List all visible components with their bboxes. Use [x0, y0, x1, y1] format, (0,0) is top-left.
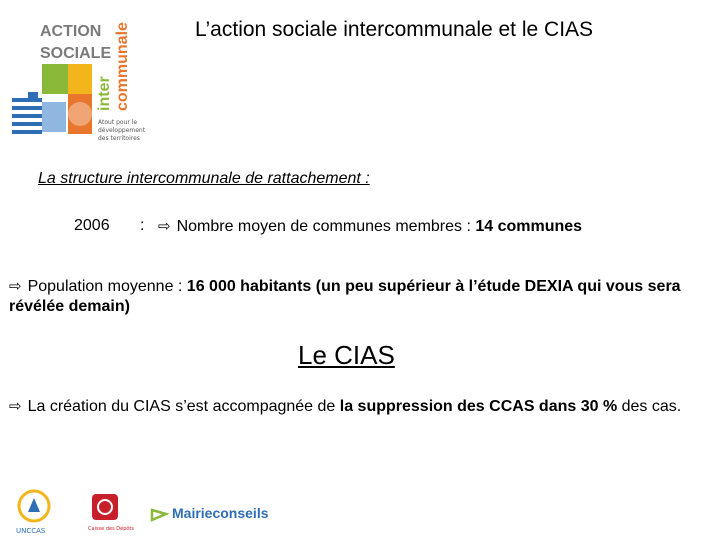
population-paragraph: [9, 276, 711, 317]
row-year: 2006: [74, 217, 110, 234]
unccas-logo: [14, 488, 54, 536]
cias-text-2: des cas.: [617, 398, 682, 415]
mairieconseils-label: Mairieconseils: [172, 505, 269, 521]
arrow-bullet-icon: ⇨: [9, 397, 22, 415]
population-label: Population moyenne :: [27, 278, 187, 295]
row-separator: :: [140, 217, 145, 234]
communes-row: [158, 217, 582, 236]
cias-text-1: La création du CIAS s’est accompagnée de: [27, 398, 340, 415]
section-subtitle: La structure intercommunale de rattachement :: [38, 170, 370, 187]
svg-text:développement: développement: [98, 127, 146, 134]
action-sociale-logo: [8, 6, 158, 146]
mairieconseils-logo: [150, 502, 275, 528]
logo-text-inter: inter: [96, 76, 113, 111]
cias-heading: Le CIAS: [298, 340, 395, 370]
population-value: 16 000 habitants (un peu supérieur à l’étude DEXIA qui vous sera révélée demain): [9, 278, 681, 315]
arrow-bullet-icon: ⇨: [9, 277, 22, 295]
cias-text-bold: la suppression des CCAS dans 30 %: [339, 398, 618, 415]
unccas-label: UNCCAS: [16, 527, 46, 535]
cias-paragraph: [9, 396, 711, 417]
caisse-label: Caisse des Dépôts: [88, 526, 134, 532]
logo-text-communale: communale: [114, 22, 131, 111]
logo-text-sociale: SOCIALE: [40, 45, 112, 62]
arrow-bullet-icon: ⇨: [158, 217, 171, 235]
svg-text:des territoires: des territoires: [98, 135, 140, 142]
communes-value: 14 communes: [475, 218, 583, 235]
page-title: L’action sociale intercommunale et le CIAS: [195, 18, 594, 41]
caisse-logo: [88, 492, 134, 536]
svg-text:Atout pour le: Atout pour le: [98, 119, 138, 126]
logo-text-action: ACTION: [40, 23, 102, 40]
communes-label: Nombre moyen de communes membres :: [176, 218, 476, 235]
